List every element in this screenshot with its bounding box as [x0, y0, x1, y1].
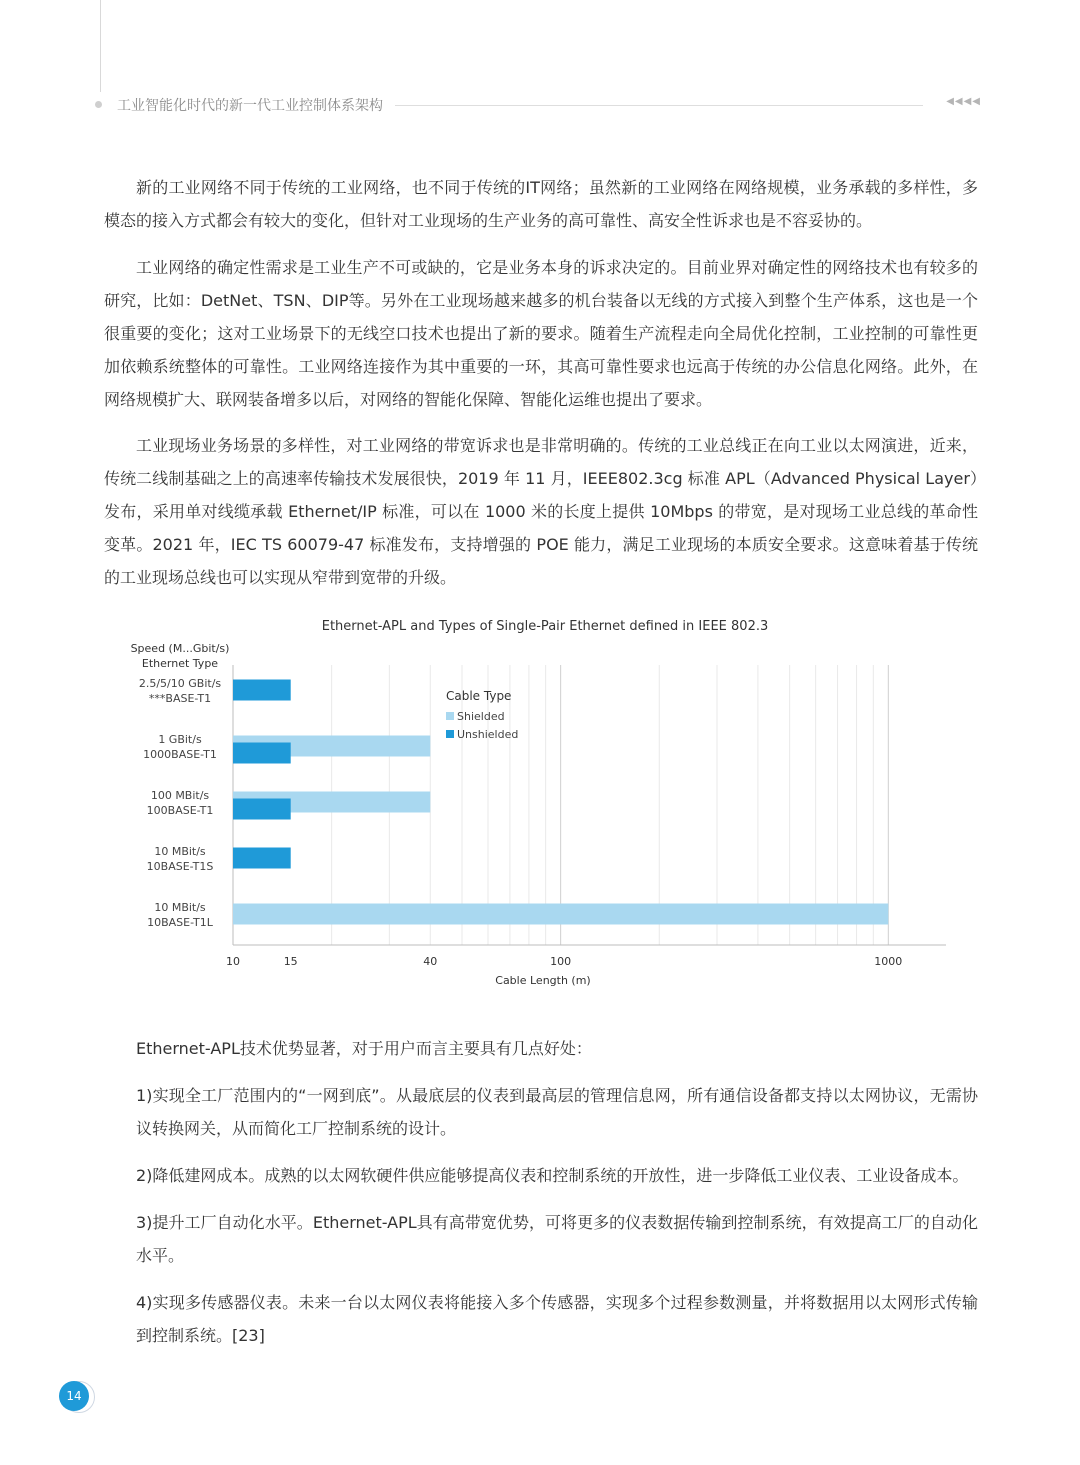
list-item-4: 4)实现多传感器仪表。未来一台以太网仪表将能接入多个传感器，实现多个过程参数测量，并将数据用以太网形式传输到控制系统。[23] [136, 1293, 978, 1345]
header-title: 工业智能化时代的新一代工业控制体系架构 [117, 98, 383, 114]
bar-unshielded [233, 743, 291, 764]
category-type-label: ***BASE-T1 [148, 692, 212, 705]
category-speed-label: 2.5/5/10 GBit/s [138, 677, 222, 690]
running-header [95, 94, 985, 116]
chart-title: Ethernet-APL and Types of Single-Pair Ethernet defined in IEEE 802.3 [321, 619, 769, 634]
category-type-label: 1000BASE-T1 [143, 748, 217, 761]
header-rule [395, 105, 923, 106]
category-speed-label: 10 MBit/s [154, 845, 206, 858]
list-intro: Ethernet-APL技术优势显著，对于用户而言主要具有几点好处： [136, 1039, 592, 1058]
bar-shielded [233, 904, 888, 925]
legend-entry: Unshielded [457, 728, 519, 741]
category-speed-label: 10 MBit/s [154, 901, 206, 914]
paragraph-2: 工业网络的确定性需求是工业生产不可或缺的，它是业务本身的诉求决定的。目前业界对确定性的网络技术也有较多的研究，比如：DetNet、TSN、DIP等。另外在工业现场越来越多的机台装备以无线的方式接入到整个生产体系，这也是一个很重要的变化；这对工业场景下的无线空口技术也提出了新的要求。随着生产流程走向全局优化控制，工业控制的可靠性更加依赖系统整体的可靠性。工业网络连接作为其中重要的一环，其高可靠性要求也远高于传统的办公信息化网络。此外，在网络规模扩大、联网装备增多以后，对网络的智能化保障、智能化运维也提出了要求。 [104, 258, 978, 409]
list-item-2: 2)降低建网成本。成熟的以太网软硬件供应能够提高仪表和控制系统的开放性，进一步降低工业仪表、工业设备成本。 [136, 1166, 969, 1185]
x-tick-label: 10 [226, 955, 240, 968]
bar-unshielded [233, 848, 291, 869]
list-item-1: 1)实现全工厂范围内的“一网到底”。从最底层的仪表到最高层的管理信息网，所有通信设备都支持以太网协议，无需协议转换网关，从而简化工厂控制系统的设计。 [136, 1086, 978, 1138]
category-type-label: 100BASE-T1 [146, 804, 214, 817]
y-axis-label-speed: Speed (M...Gbit/s) [130, 642, 230, 655]
x-tick-label: 1000 [874, 955, 903, 968]
category-speed-label: 1 GBit/s [158, 733, 202, 746]
header-arrows-icon: ◀◀◀◀ [946, 96, 981, 107]
header-bullet [95, 101, 102, 108]
list-item-3: 3)提升工厂自动化水平。Ethernet-APL具有高带宽优势，可将更多的仪表数据传输到控制系统，有效提高工厂的自动化水平。 [136, 1213, 978, 1265]
category-type-label: 10BASE-T1L [147, 916, 213, 929]
category-type-label: 10BASE-T1S [146, 860, 214, 873]
page-number: 14 [59, 1381, 89, 1411]
page-margin-line [100, 0, 101, 92]
legend-entry: Shielded [457, 710, 505, 723]
legend-swatch [446, 712, 454, 720]
x-tick-label: 15 [283, 955, 298, 968]
bar-unshielded [233, 799, 291, 820]
x-tick-label: 40 [423, 955, 438, 968]
legend-title: Cable Type [446, 689, 512, 703]
x-tick-label: 100 [550, 955, 572, 968]
paragraph-1: 新的工业网络不同于传统的工业网络，也不同于传统的IT网络；虽然新的工业网络在网络规模，业务承载的多样性，多模态的接入方式都会有较大的变化，但针对工业现场的生产业务的高可靠性、高安全性诉求也是不容妥协的。 [104, 178, 978, 230]
legend-swatch [446, 730, 454, 738]
x-axis-label: Cable Length (m) [495, 974, 591, 987]
y-axis-label-type: Ethernet Type [141, 657, 219, 670]
page-number-badge [59, 1381, 91, 1413]
bar-unshielded [233, 680, 291, 701]
category-speed-label: 100 MBit/s [150, 789, 210, 802]
paragraph-3: 工业现场业务场景的多样性，对工业网络的带宽诉求也是非常明确的。传统的工业总线正在向工业以太网演进，近来，传统二线制基础之上的高速率传输技术发展很快，2019 年 11 月，IEEE802.3cg 标准 APL（Advanced Physical Layer）发布，采用单对线缆承载 Ethernet/IP 标准，可以在 1000 米的长度上提供 10Mbps 的带宽，是对现场工业总线的革命性变革。2021 年，IEC TS 60079-47 标准发布，支持增强的 POE 能力，满足工业现场的本质安全要求。这意味着基于传统的工业现场总线也可以实现从窄带到宽带的升级。 [104, 436, 978, 587]
ethernet-apl-chart [100, 605, 980, 995]
